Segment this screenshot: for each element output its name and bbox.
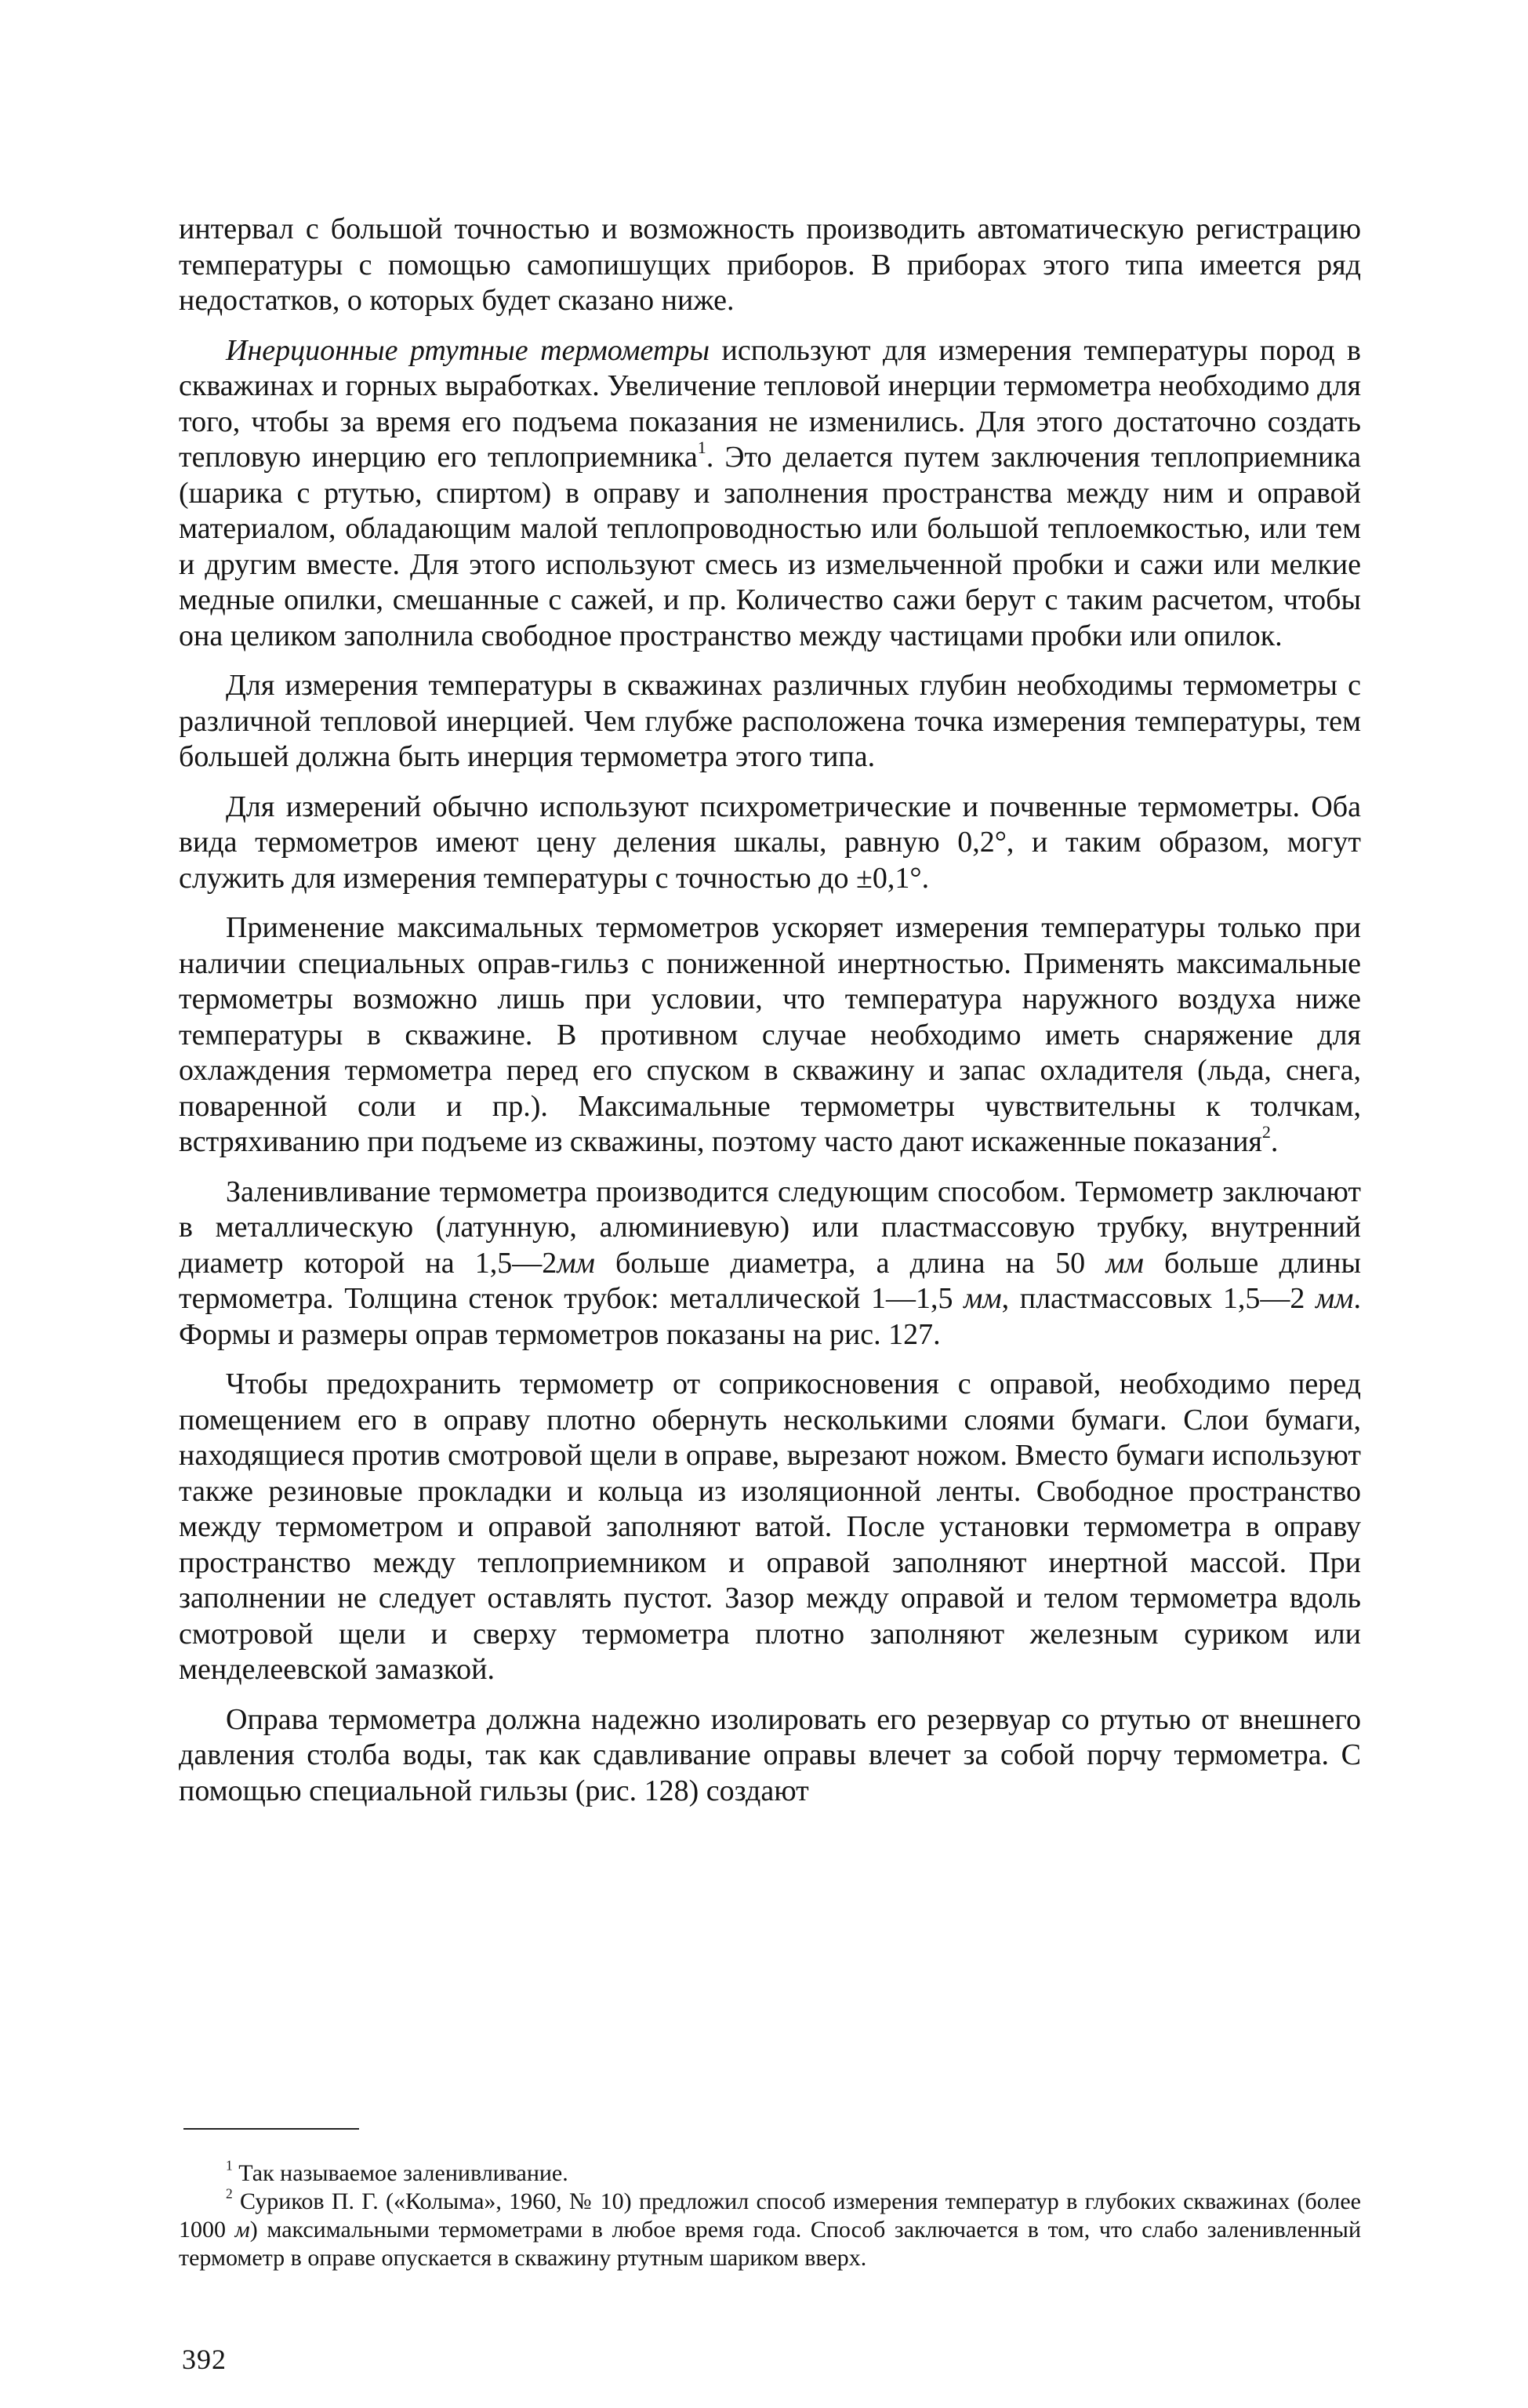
term-inertial-mercury-thermometers: Инерционные ртутные термометры bbox=[226, 333, 710, 367]
footnotes bbox=[179, 2159, 1361, 2272]
paragraph-7 bbox=[179, 1367, 1361, 1688]
paragraph-6-text-c: больше длины термометра. Толщина стенок трубок: металлической 1—1,5 bbox=[179, 1246, 1361, 1315]
main-text bbox=[179, 212, 1361, 1809]
footnote-ref-1: 1 bbox=[697, 437, 706, 457]
paragraph-6-text-e: . Формы и размеры оправ термометров показаны на рис. 127. bbox=[179, 1282, 1361, 1351]
footnote-ref-2: 2 bbox=[1261, 1121, 1271, 1142]
paragraph-5-text-b: . bbox=[1270, 1125, 1279, 1158]
paragraph-4-text: Для измерений обычно используют психрометрические и почвенные термометры. Оба вида термометров имеют цену деления шкалы, равную 0,2°, и таким образом, могут служить для измерения температуры с точностью до ±0,1°. bbox=[179, 790, 1361, 895]
paragraph-2 bbox=[179, 333, 1361, 655]
paragraph-4 bbox=[179, 790, 1361, 897]
footnote-2 bbox=[179, 2185, 1361, 2272]
paragraph-6-text-a: Заленивливание термометра производится следующим способом. Термометр заключают в металлическую (латунную, алюминиевую) или пластмассовую трубку, внутренний диаметр которой на 1,5—2 bbox=[179, 1175, 1361, 1280]
unit-mm: мм bbox=[557, 1246, 595, 1280]
paragraph-6-text-d: , пластмассовых 1,5—2 bbox=[1001, 1282, 1316, 1315]
paragraph-5 bbox=[179, 910, 1361, 1160]
paragraph-2-text-a: используют для измерения температуры пород в скважинах и горных выработках. Увеличение тепловой инерции термометра необходимо для того, чтобы за время его подъема показания не изменились. Для этого достаточно создать тепловую инерцию его теплоприемника bbox=[179, 333, 1361, 474]
unit-mm: мм bbox=[1105, 1246, 1144, 1280]
footnote-2-mark: 2 bbox=[226, 2185, 233, 2202]
paragraph-7-text: Чтобы предохранить термометр от соприкосновения с оправой, необходимо перед помещением его в оправу плотно обернуть несколькими слоями бумаги. Слои бумаги, находящиеся против смотровой щели в оправе, вырезают ножом. Вместо бумаги используют также резиновые прокладки и кольца из изоляционной ленты. Свободное пространство между термометром и оправой заполняют ватой. После установки термометра в оправу пространство между теплоприемником и оправой заполняют инертной массой. При заполнении не следует оставлять пустот. Зазор между оправой и телом термометра вдоль смотровой щели и сверху термометра плотно заполняют железным суриком или менделеевской замазкой. bbox=[179, 1367, 1361, 1686]
footnote-2-text-a: Суриков П. Г. («Колыма», 1960, № 10) предложил способ измерения температур в глубоких скважинах (более 1000 bbox=[179, 2188, 1361, 2243]
footnote-1 bbox=[179, 2159, 1361, 2188]
page-number: 392 bbox=[182, 2344, 227, 2375]
unit-mm: мм bbox=[964, 1282, 1002, 1315]
paragraph-8-text: Оправа термометра должна надежно изолировать его резервуар со ртутью от внешнего давления столба воды, так как сдавливание оправы влечет за собой порчу термометра. С помощью специальной гильзы (рис. 128) создают bbox=[179, 1702, 1361, 1807]
unit-mm: мм bbox=[1315, 1282, 1354, 1315]
paragraph-8 bbox=[179, 1702, 1361, 1810]
paragraph-1-text: интервал с большой точностью и возможность производить автоматическую регистрацию температуры с помощью самопишущих приборов. В приборах этого типа имеется ряд недостатков, о которых будет сказано ниже. bbox=[179, 212, 1361, 317]
paragraph-3-text: Для измерения температуры в скважинах различных глубин необходимы термометры с различной тепловой инерцией. Чем глубже расположена точка измерения температуры, тем большей должна быть инерция термометра этого типа. bbox=[179, 669, 1361, 773]
paragraph-1 bbox=[179, 212, 1361, 319]
paragraph-6 bbox=[179, 1175, 1361, 1353]
footnote-divider bbox=[183, 2128, 359, 2130]
footnote-2-text-b: ) максимальными термометрами в любое время года. Способ заключается в том, что слабо заленивленный термометр в оправе опускается в скважину ртутным шариком вверх. bbox=[179, 2217, 1361, 2271]
paragraph-2-text-b: . Это делается путем заключения теплоприемника (шарика с ртутью, спиртом) в оправу и заполнения пространства между ним и оправой материалом, обладающим малой теплопроводностью или большой теплоемкостью, или тем и другим вместе. Для этого используют смесь из измельченной пробки и сажи или мелкие медные опилки, смешанные с сажей, и пр. Количество сажи берут с таким расчетом, чтобы она целиком заполнила свободное пространство между частицами пробки или опилок. bbox=[179, 441, 1361, 652]
footnote-1-mark: 1 bbox=[226, 2157, 233, 2174]
paragraph-3 bbox=[179, 668, 1361, 775]
paragraph-5-text-a: Применение максимальных термометров ускоряет измерения температуры только при наличии специальных оправ-гильз с пониженной инертностью. Применять максимальные термометры возможно лишь при условии, что температура наружного воздуха ниже температуры в скважине. В противном случае необходимо иметь снаряжение для охлаждения термометра перед его спуском в скважину и запас охладителя (льда, снега, поваренной соли и пр.). Максимальные термометры чувствительны к толчкам, встряхиванию при подъеме из скважины, поэтому часто дают искаженные показания bbox=[179, 911, 1361, 1158]
paragraph-6-text-b: больше диаметра, а длина на 50 bbox=[594, 1246, 1106, 1280]
unit-m: м bbox=[234, 2217, 250, 2243]
footnote-1-text: Так называемое заленивливание. bbox=[232, 2160, 568, 2186]
